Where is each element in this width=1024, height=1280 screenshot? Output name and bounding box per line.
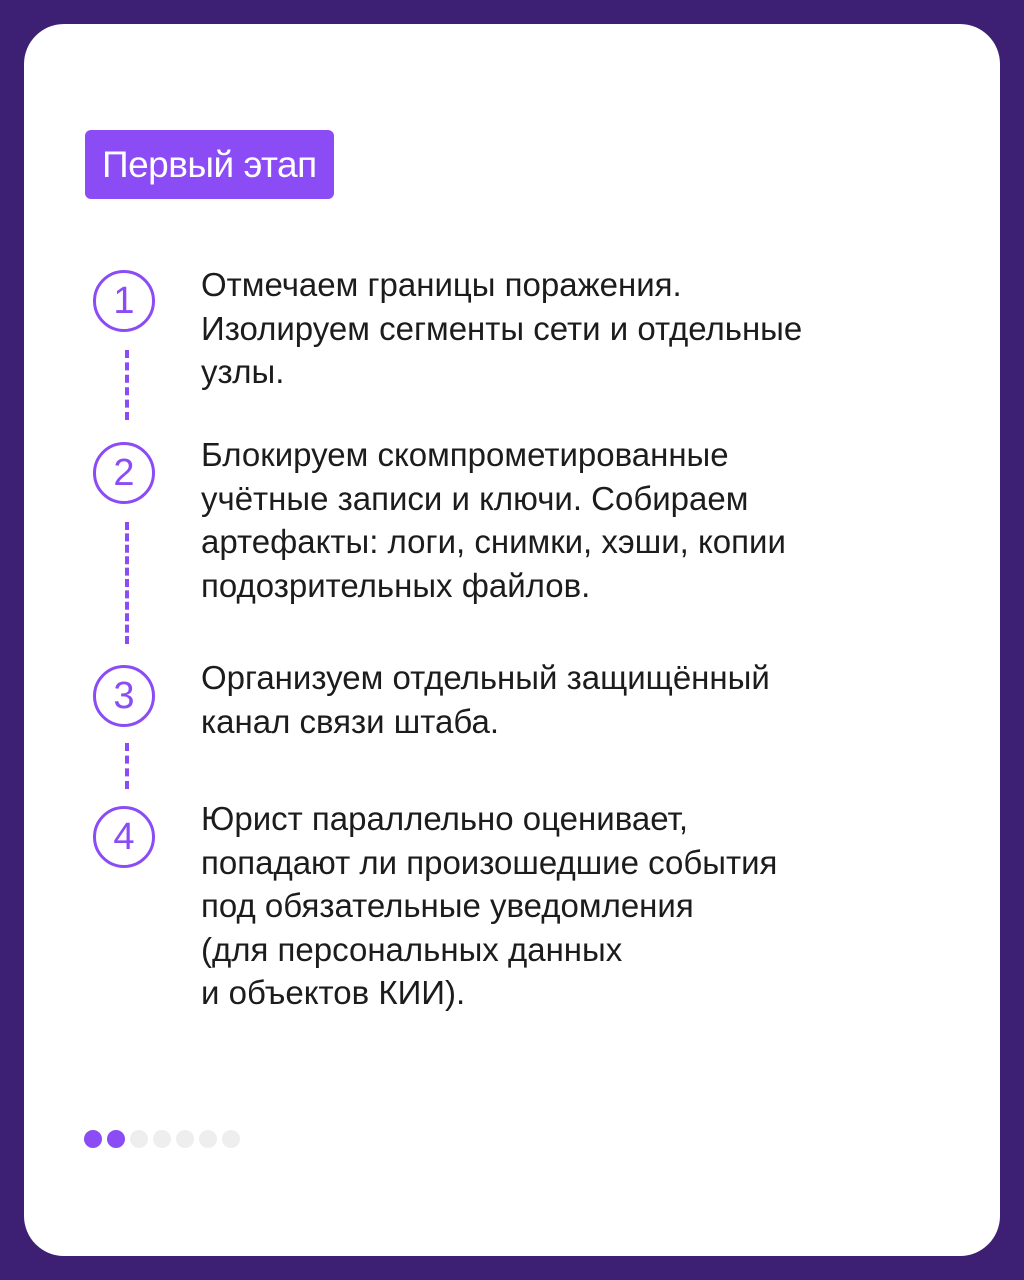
step-connector-2 bbox=[125, 522, 129, 644]
pagination-dot-7[interactable] bbox=[222, 1130, 240, 1148]
pagination-dots bbox=[84, 1130, 240, 1148]
step-text-3: Организуем отдельный защищённый канал связи штаба. bbox=[201, 659, 770, 740]
step-connector-3 bbox=[125, 743, 129, 789]
pagination-dot-6[interactable] bbox=[199, 1130, 217, 1148]
pagination-dot-2[interactable] bbox=[107, 1130, 125, 1148]
pagination-dot-5[interactable] bbox=[176, 1130, 194, 1148]
step-number-3-circle: 3 bbox=[93, 665, 155, 727]
step-text-4: Юрист параллельно оценивает, попадают ли произошедшие события под обязательные уведомления (для персональных данных и объектов КИИ). bbox=[201, 800, 778, 1011]
pagination-dot-3[interactable] bbox=[130, 1130, 148, 1148]
pagination-dot-4[interactable] bbox=[153, 1130, 171, 1148]
step-connector-1 bbox=[125, 350, 129, 420]
step-number-4-circle: 4 bbox=[93, 806, 155, 868]
slide-card bbox=[24, 24, 1000, 1256]
step-number-2-circle: 2 bbox=[93, 442, 155, 504]
step-number-1-circle: 1 bbox=[93, 270, 155, 332]
step-text-2: Блокируем скомпрометированные учётные записи и ключи. Собираем артефакты: логи, снимки, хэши, копии подозрительных файлов. bbox=[201, 436, 786, 604]
pagination-dot-1[interactable] bbox=[84, 1130, 102, 1148]
stage-badge: Первый этап bbox=[85, 130, 334, 199]
step-text-1: Отмечаем границы поражения. Изолируем сегменты сети и отдельные узлы. bbox=[201, 266, 803, 390]
